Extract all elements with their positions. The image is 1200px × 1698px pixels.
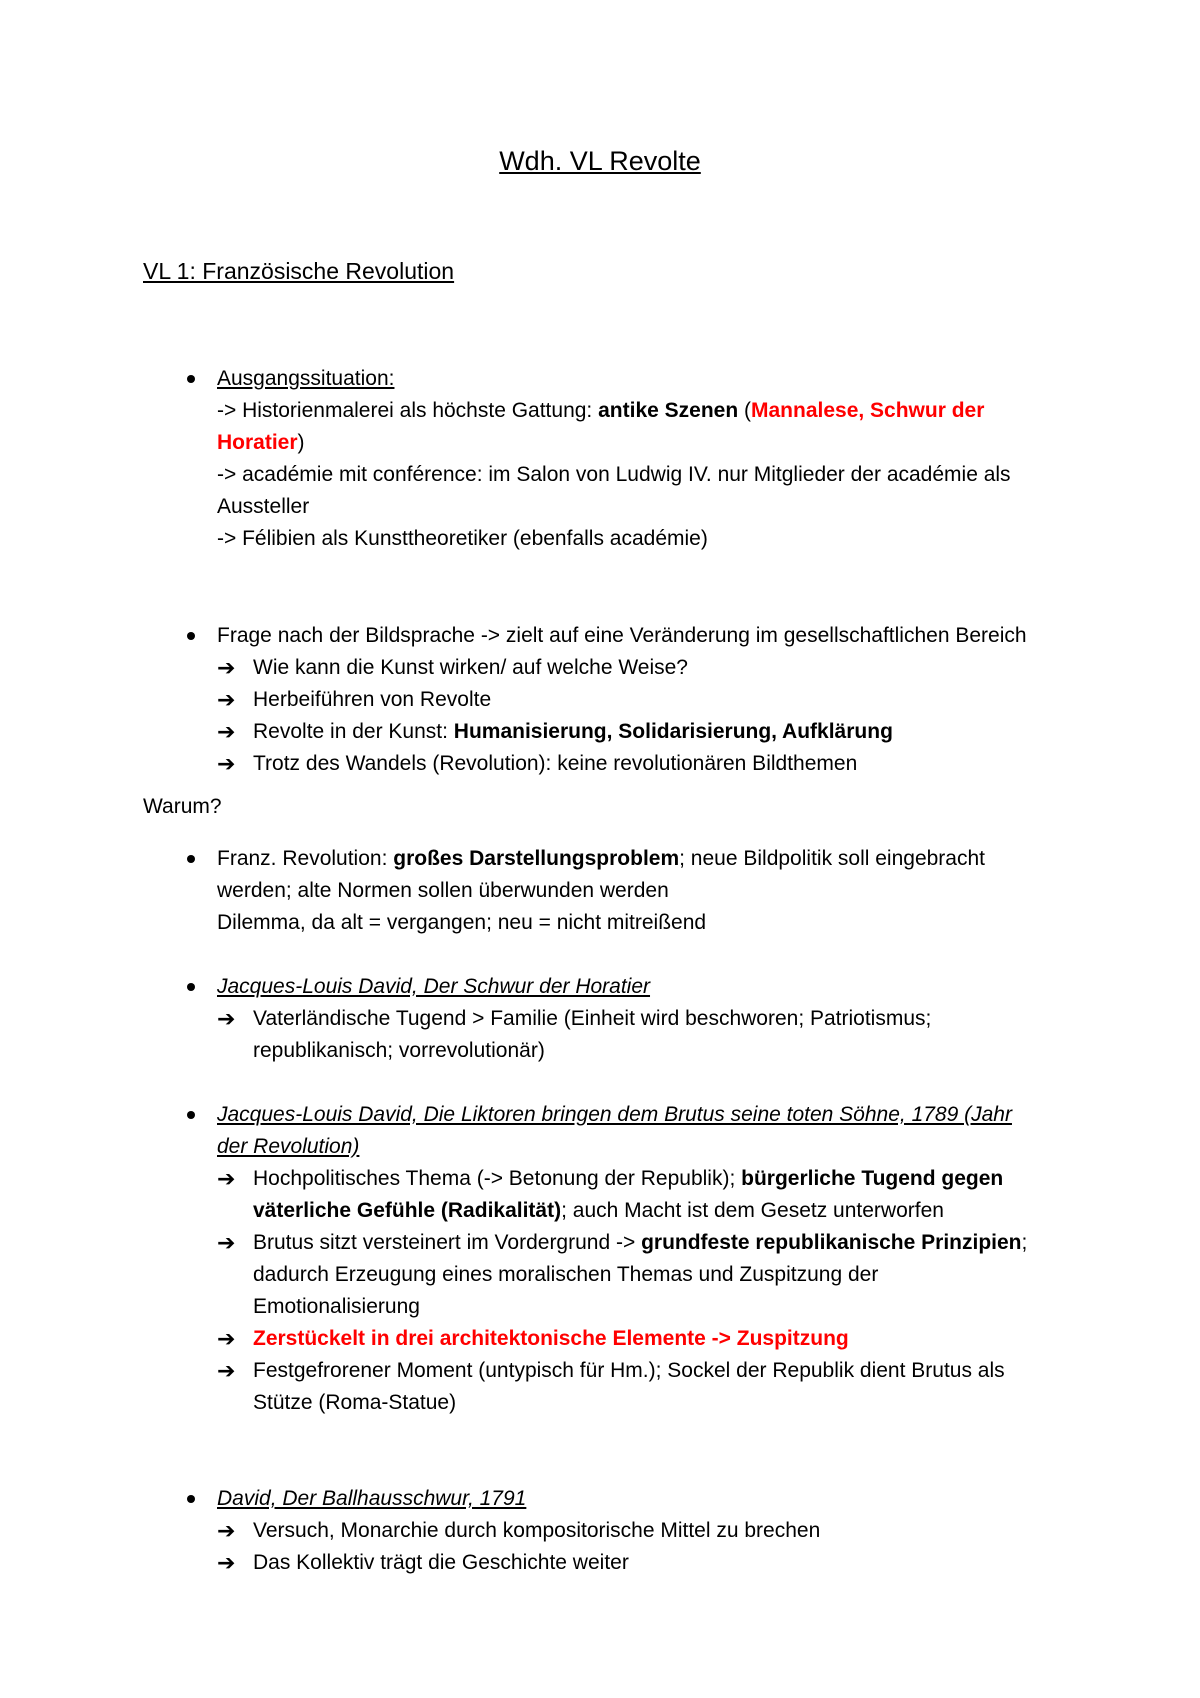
artwork-title: der Revolution) (217, 1135, 360, 1158)
text-run: Revolte in der Kunst: (253, 720, 454, 743)
artwork-title: Jacques-Louis David, Die Liktoren bringen dem Brutus seine toten Söhne, 1789 (Jahr (217, 1103, 1012, 1126)
text-run: ; neue Bildpolitik soll eingebracht (679, 847, 985, 870)
text-run: Franz. Revolution: (217, 847, 394, 870)
text-run: Hochpolitisches Thema (-> Betonung der Republik); (253, 1167, 742, 1190)
sub-item (253, 1167, 1003, 1191)
arrow-icon: ➔ (217, 1006, 236, 1031)
text-run: Brutus sitzt versteinert im Vordergrund -> (253, 1231, 642, 1254)
sub-item: Trotz des Wandels (Revolution): keine revolutionären Bildthemen (253, 752, 858, 775)
artwork-title: David, Der Ballhausschwur, 1791 (217, 1487, 527, 1510)
bold-run: antike Szenen (598, 399, 739, 422)
bullet-label: Ausgangssituation: (217, 367, 395, 390)
sub-item: Herbeiführen von Revolte (253, 688, 492, 711)
text-run: ) (297, 431, 305, 454)
arrow-icon: ➔ (217, 1550, 236, 1575)
list-item: Aussteller (217, 495, 310, 518)
sub-item: Festgefrorener Moment (untypisch für Hm.); Sockel der Republik dient Brutus als (253, 1359, 1005, 1382)
document-title: Wdh. VL Revolte (499, 146, 701, 176)
bullet-dot (187, 983, 195, 991)
section-heading: VL 1: Französische Revolution (143, 258, 455, 284)
list-item (217, 431, 305, 455)
bold-run: grundfeste republikanische Prinzipien (641, 1231, 1022, 1254)
arrow-icon: ➔ (217, 655, 236, 680)
arrow-icon: ➔ (217, 1166, 236, 1191)
bold-run: bürgerliche Tugend gegen (741, 1167, 1004, 1190)
bold-run: Humanisierung, Solidarisierung, Aufklärung (453, 720, 893, 743)
arrow-icon: ➔ (217, 751, 236, 776)
highlight-run: Horatier (217, 431, 298, 454)
text-run: ; auch Macht ist dem Gesetz unterworfen (561, 1199, 944, 1222)
arrow-icon: ➔ (217, 1326, 236, 1351)
sub-item: republikanisch; vorrevolutionär) (253, 1039, 545, 1062)
bold-run: großes Darstellungsproblem (393, 847, 680, 870)
list-item: -> Félibien als Kunsttheoretiker (ebenfalls académie) (217, 527, 708, 550)
sub-item: Stütze (Roma-Statue) (253, 1391, 457, 1414)
artwork-title: Jacques-Louis David, Der Schwur der Horatier (217, 975, 651, 998)
text-run: ; (1021, 1231, 1028, 1254)
bullet-dot (187, 1495, 195, 1503)
bullet-dot (187, 855, 195, 863)
arrow-icon: ➔ (217, 1358, 236, 1383)
bold-run: väterliche Gefühle (Radikalität) (253, 1199, 562, 1222)
arrow-icon: ➔ (217, 1518, 236, 1543)
text-run: ( (738, 399, 751, 422)
sub-item: Versuch, Monarchie durch kompositorische Mittel zu brechen (253, 1519, 821, 1542)
sub-item: Wie kann die Kunst wirken/ auf welche Weise? (253, 656, 688, 679)
sub-item: Vaterländische Tugend > Familie (Einheit wird beschworen; Patriotismus; (253, 1007, 932, 1030)
highlight-run: Mannalese, Schwur der (751, 399, 985, 422)
list-item: werden; alte Normen sollen überwunden werden (217, 879, 669, 902)
sub-item: Das Kollektiv trägt die Geschichte weiter (253, 1551, 629, 1574)
bullet-dot (187, 1111, 195, 1119)
sub-item (253, 720, 893, 744)
text-run: -> Historienmalerei als höchste Gattung: (217, 399, 599, 422)
list-item: -> académie mit conférence: im Salon von Ludwig IV. nur Mitglieder der académie als (217, 463, 1011, 486)
sub-item (253, 1199, 944, 1223)
list-item: Dilemma, da alt = vergangen; neu = nicht mitreißend (217, 911, 707, 934)
arrow-icon: ➔ (217, 687, 236, 712)
bullet-dot (187, 375, 195, 383)
list-item (217, 399, 984, 423)
arrow-icon: ➔ (217, 719, 236, 744)
bullet-dot (187, 632, 195, 640)
sub-item (253, 1231, 1027, 1255)
list-item: Frage nach der Bildsprache -> zielt auf eine Veränderung im gesellschaftlichen Bereich (217, 624, 1027, 647)
sub-item: dadurch Erzeugung eines moralischen Themas und Zuspitzung der (253, 1263, 879, 1286)
question-label: Warum? (143, 795, 222, 818)
arrow-icon: ➔ (217, 1230, 236, 1255)
sub-item: Zerstückelt in drei architektonische Elemente -> Zuspitzung (253, 1327, 849, 1350)
sub-item: Emotionalisierung (253, 1295, 420, 1318)
list-item (217, 847, 985, 871)
